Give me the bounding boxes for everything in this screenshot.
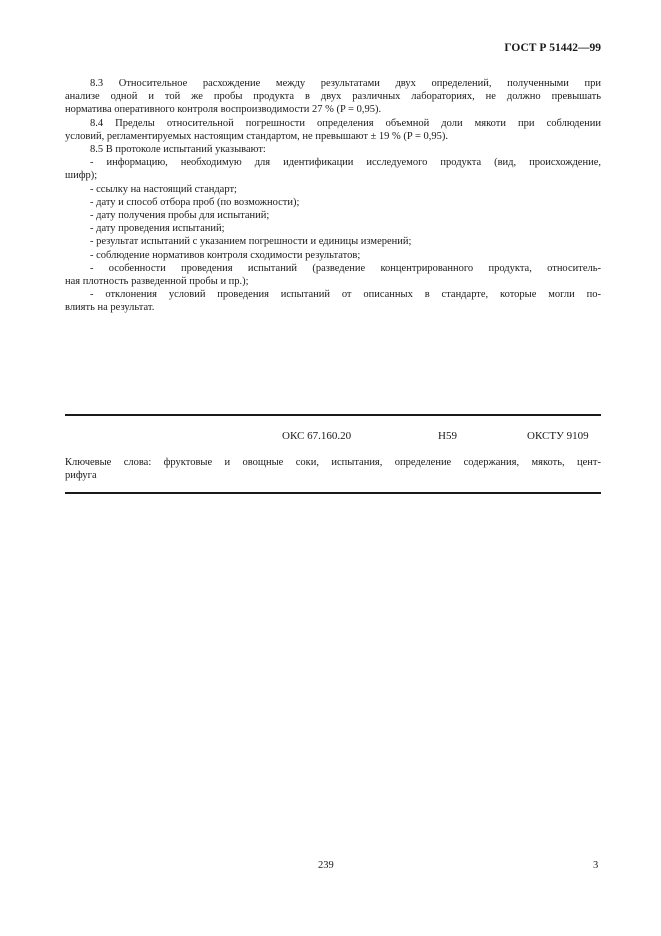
oks-code: ОКС 67.160.20	[282, 430, 352, 442]
sheet-number: 3	[593, 860, 599, 871]
body-line: - дату и способ отбора проб (по возможности);	[90, 196, 300, 208]
okstu-code: ОКСТУ 9109	[527, 430, 589, 442]
body-line: норматива оперативного контроля воспроизводимости 27 % (P = 0,95).	[65, 104, 382, 116]
keywords-block	[65, 456, 601, 482]
body-line: - отклонения условий проведения испытаний от описанных в стандарте, которые могли по-	[90, 289, 601, 301]
body-line: - особенности проведения испытаний (разведение концентрированного продукта, относитель-	[90, 262, 601, 274]
body-line: условий, регламентируемых настоящим стандартом, не превышают ± 19 % (P = 0,95).	[65, 130, 449, 142]
body-line: 8.4 Пределы относительной погрешности определения объемной доли мякоти при соблюдении	[90, 117, 601, 129]
keywords-line: Ключевые слова: фруктовые и овощные соки, испытания, определение содержания, мякоть, цент-	[65, 457, 601, 468]
body-line: - дату получения пробы для испытаний;	[90, 210, 270, 222]
body-line: ная плотность разведенной пробы и пр.);	[65, 276, 249, 288]
body-line: анализе одной и той же пробы продукта в двух различных лабораториях, не должно превышать	[65, 91, 601, 103]
body-line: - информацию, необходимую для идентификации исследуемого продукта (вид, происхождение,	[90, 157, 601, 169]
body-line: влиять на результат.	[65, 302, 155, 314]
bottom-divider	[65, 492, 601, 494]
body-line: - соблюдение нормативов контроля сходимости результатов;	[90, 249, 361, 261]
body-line: - дату проведения испытаний;	[90, 223, 225, 235]
body-line: 8.5 В протоколе испытаний указывают:	[90, 144, 266, 156]
keywords-line: рифуга	[65, 470, 97, 482]
body-line: шифр);	[65, 170, 98, 182]
top-divider	[65, 414, 601, 416]
group-code: Н59	[438, 430, 457, 442]
body-line: - результат испытаний с указанием погрешности и единицы измерений;	[90, 236, 412, 248]
body-line: - ссылку на настоящий стандарт;	[90, 183, 237, 195]
body-line: 8.3 Относительное расхождение между результатами двух определений, полученными при	[90, 78, 601, 89]
page-number: 239	[318, 860, 334, 871]
body-text	[65, 77, 601, 315]
document-header: ГОСТ Р 51442—99	[504, 42, 601, 54]
